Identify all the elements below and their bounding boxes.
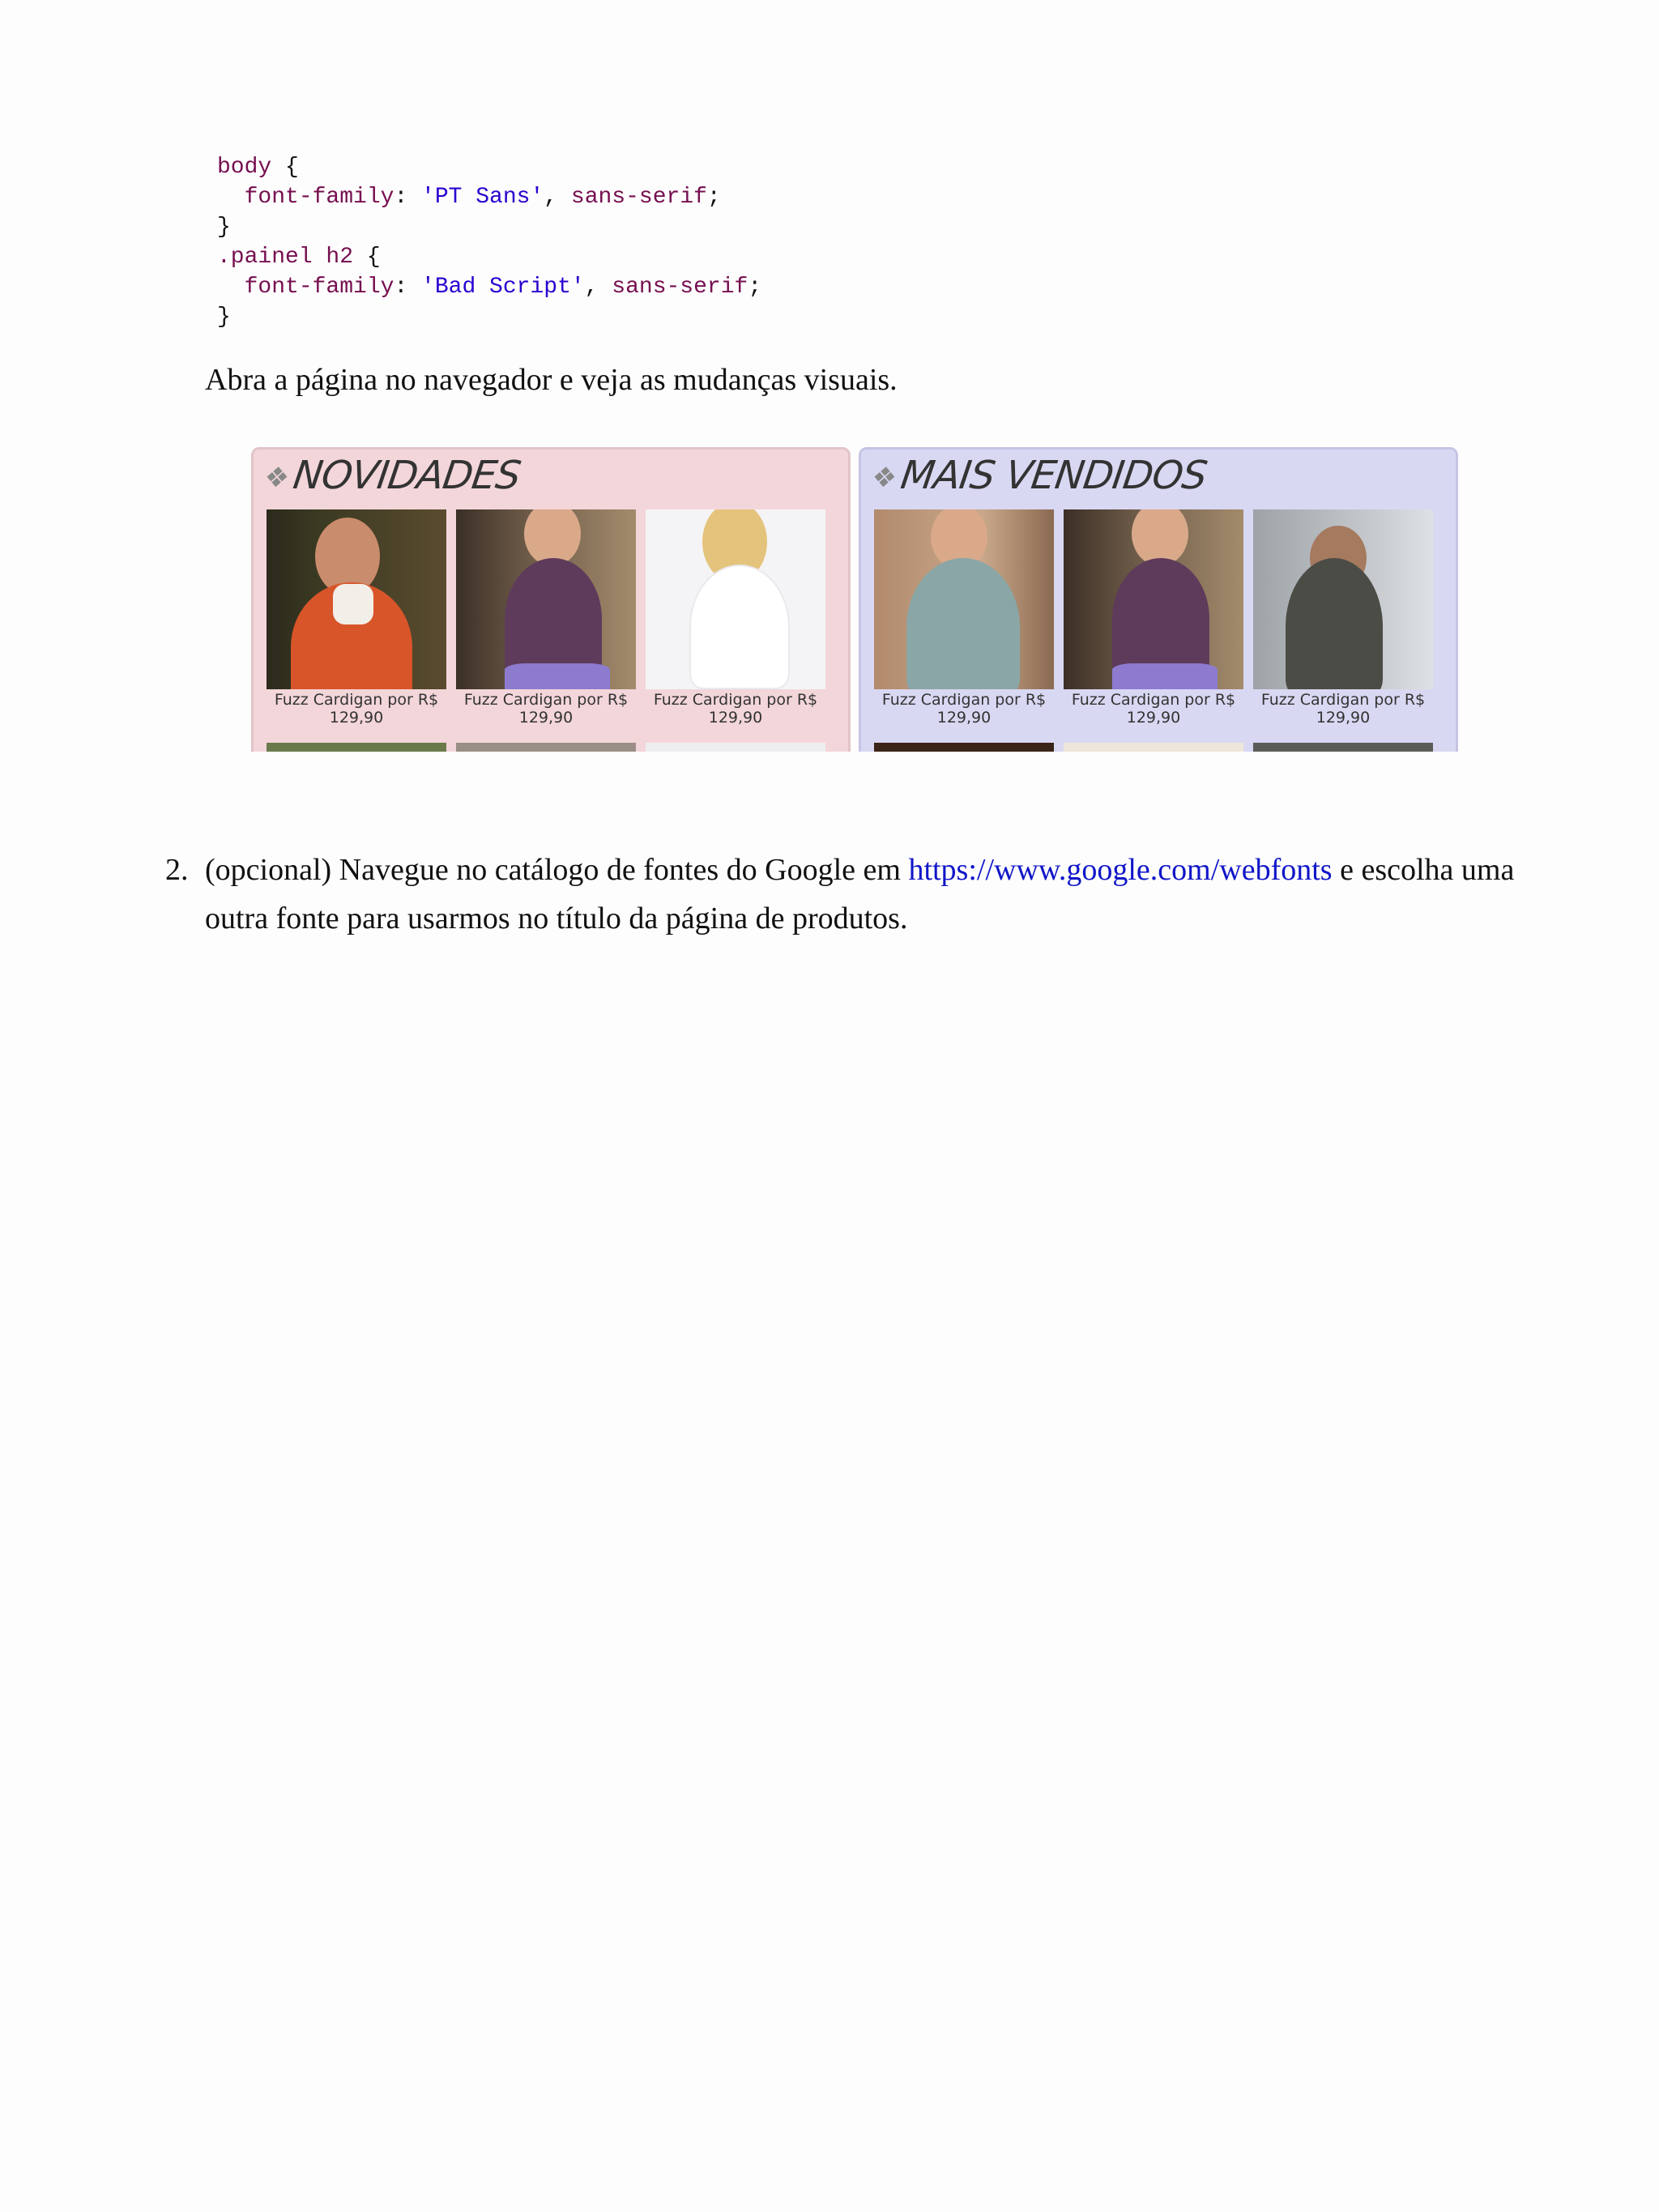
product-card[interactable] (874, 509, 1054, 727)
product-card[interactable] (646, 509, 825, 727)
code-token: .painel h2 (217, 245, 354, 270)
product-photo (646, 743, 825, 752)
instruction-paragraph: Abra a página no navegador e veja as mudanças visuais. (205, 363, 898, 397)
code-token: ; (706, 185, 721, 210)
product-caption: Fuzz Cardigan por R$ 129,90 (653, 691, 818, 727)
product-caption: Fuzz Cardigan por R$ 129,90 (463, 691, 629, 727)
product-photo (267, 509, 446, 689)
code-token: , (584, 275, 612, 300)
product-photo (1253, 743, 1433, 752)
css-code-block (217, 152, 761, 332)
code-token: sans-serif (570, 185, 707, 210)
code-token: 'Bad Script' (421, 275, 585, 300)
code-token: } (217, 215, 231, 240)
code-token: sans-serif (612, 275, 748, 300)
panel-novidades (251, 447, 851, 752)
product-photo (456, 743, 636, 752)
code-token: : (394, 185, 422, 210)
list-number: 2. (165, 853, 189, 887)
diamond-bullet-icon: ❖ (869, 462, 898, 494)
panel-title-mais-vendidos: ❖MAIS VENDIDOS (869, 453, 1209, 498)
list-item-text: (opcional) Navegue no catálogo de fontes do Google em https://www.google.com/webfonts e escolha uma outra fonte para usarmos no título da página de produtos. (205, 853, 1515, 936)
code-token: ; (748, 275, 762, 300)
product-card[interactable] (267, 509, 446, 727)
code-token: { (353, 245, 381, 270)
product-caption: Fuzz Cardigan por R$ 129,90 (1260, 691, 1426, 727)
product-card[interactable] (1253, 509, 1433, 727)
product-photo (456, 509, 636, 689)
code-token: font-family (217, 275, 394, 300)
product-photo (1064, 509, 1243, 689)
product-photo (267, 743, 446, 752)
product-caption: Fuzz Cardigan por R$ 129,90 (1071, 691, 1236, 727)
code-token: } (217, 305, 231, 330)
product-caption: Fuzz Cardigan por R$ 129,90 (274, 691, 439, 727)
code-token: , (544, 185, 571, 210)
product-photo (1253, 509, 1433, 689)
panel-title-novidades: ❖NOVIDADES (262, 453, 523, 498)
code-token: font-family (217, 185, 394, 210)
code-token: 'PT Sans' (421, 185, 544, 210)
product-photo (646, 509, 825, 689)
product-photo (874, 509, 1054, 689)
product-card[interactable] (456, 509, 636, 727)
diamond-bullet-icon: ❖ (262, 462, 291, 494)
code-token: { (271, 155, 299, 180)
code-token: body (217, 155, 272, 180)
product-photo (1064, 743, 1243, 752)
product-panels-screenshot (251, 444, 1458, 752)
code-token: : (394, 275, 422, 300)
panel-mais-vendidos (859, 447, 1458, 752)
webfonts-link[interactable]: https://www.google.com/webfonts (908, 853, 1333, 887)
product-card[interactable] (1064, 509, 1243, 727)
product-caption: Fuzz Cardigan por R$ 129,90 (881, 691, 1047, 727)
product-photo (874, 743, 1054, 752)
